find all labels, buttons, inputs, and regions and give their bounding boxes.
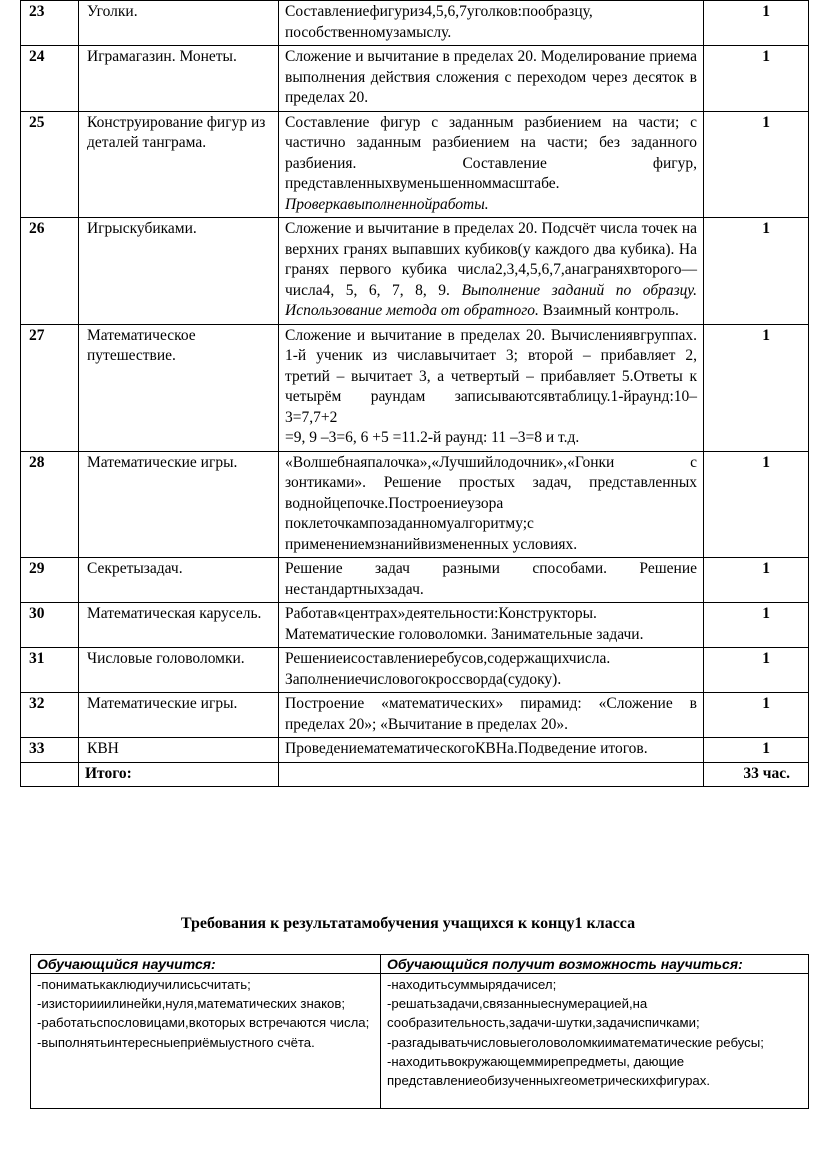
lesson-content-text: Составлениефигуриз4,5,6,7уголков:пообразцу, пособственномузамыслу. — [285, 3, 593, 41]
lesson-hours: 1 — [704, 603, 809, 648]
lesson-content — [279, 218, 704, 325]
lesson-hours: 1 — [704, 693, 809, 738]
lesson-topic: Секретызадач. — [79, 558, 279, 603]
lesson-content-text: Работав«центрах»деятельности:Конструкторы. Математические головоломки. Занимательные задачи. — [285, 605, 644, 643]
opportunity-item: -находитьвокружающеммирепредметы, дающие представлениеобизученныхгеометрическихфигурах. — [387, 1053, 711, 1089]
lesson-content — [279, 648, 704, 693]
lesson-topic: Математическое путешествие. — [79, 324, 279, 451]
lesson-topic: Игрыскубиками. — [79, 218, 279, 325]
lesson-hours: 1 — [704, 324, 809, 451]
lesson-number: 32 — [21, 693, 79, 738]
lesson-number: 30 — [21, 603, 79, 648]
learn-header: Обучающийся научится: — [31, 955, 381, 974]
learn-item: -выполнятьинтересныеприёмыустного счёта. — [37, 1034, 315, 1050]
lesson-topic: Конструирование фигур из деталей танграма. — [79, 111, 279, 218]
lesson-content-text: Решение задач разными способами. Решение нестандартныхзадач. — [285, 560, 697, 598]
total-label: Итого: — [79, 762, 279, 787]
lesson-topic: КВН — [79, 738, 279, 763]
lesson-content-text: Сложение и вычитание в пределах 20. Моделирование приема выполнения действия сложения с переходом через десяток в пределах 20. — [285, 48, 697, 106]
lesson-hours: 1 — [704, 218, 809, 325]
lesson-content-text: Сложение и вычитание в пределах 20. Подсчёт числа точек на верхних гранях выпавших кубиков(у каждого два кубика). На гранях первого кубика числа2,3,4,5,6,7,анаграняхвторого—числа4, 5, 6, 7, 8, 9. — [285, 220, 697, 299]
lesson-row — [21, 558, 809, 603]
lesson-row — [21, 603, 809, 648]
lesson-content — [279, 603, 704, 648]
lesson-content — [279, 111, 704, 218]
lesson-content-tail: Взаимный контроль. — [542, 302, 679, 319]
lesson-number: 29 — [21, 558, 79, 603]
lesson-row — [21, 1, 809, 46]
lesson-content-text: Сложение и вычитание в пределах 20. Вычислениявгруппах. 1-й ученик из числавычитает 3; второй – прибавляет 2, третий – вычитает 3, а четвертый – прибавляет 5.Ответы к четырём раундам записываютсявтаблицу.1-йраунд:10–3=7,7+2 — [285, 326, 697, 426]
lesson-content-text: Составление фигур с заданным разбиением на части; с частично заданным разбиением на части; без заданного разбиения. Составление фигур, представленныхвуменьшенноммасштабе. — [285, 113, 697, 192]
learn-list — [31, 974, 381, 1109]
lesson-content — [279, 558, 704, 603]
lesson-number: 31 — [21, 648, 79, 693]
lesson-plan-table — [20, 0, 809, 787]
lesson-row — [21, 648, 809, 693]
lesson-hours: 1 — [704, 451, 809, 558]
opportunity-header: Обучающийся получит возможность научиться: — [381, 955, 809, 974]
learn-item: -изисторииилинейки,нуля,математических знаков; — [37, 996, 345, 1012]
lesson-content — [279, 46, 704, 112]
lesson-content-italic: Проверкавыполненнойработы. — [285, 195, 489, 213]
requirements-title: Требования к результатамобучения учащихся к концу1 класса — [180, 915, 636, 932]
lesson-hours: 1 — [704, 738, 809, 763]
lesson-plan-body — [21, 1, 809, 763]
lesson-hours: 1 — [704, 111, 809, 218]
lesson-row — [21, 46, 809, 112]
lesson-content-text: ПроведениематематическогоКВНа.Подведение итогов. — [285, 740, 648, 757]
lesson-number: 26 — [21, 218, 79, 325]
lesson-number: 24 — [21, 46, 79, 112]
requirements-header-row — [31, 955, 809, 974]
lesson-number: 33 — [21, 738, 79, 763]
lesson-row — [21, 111, 809, 218]
lesson-topic: Уголки. — [79, 1, 279, 46]
total-content-cell — [279, 762, 704, 787]
lesson-topic: Играмагазин. Монеты. — [79, 46, 279, 112]
lesson-hours: 1 — [704, 1, 809, 46]
learn-item: -пониматькаклюдиучилисьсчитать; — [37, 977, 251, 992]
lesson-content — [279, 738, 704, 763]
lesson-topic: Математические игры. — [79, 693, 279, 738]
total-row — [21, 762, 809, 787]
lesson-hours: 1 — [704, 648, 809, 693]
lesson-topic: Числовые головоломки. — [79, 648, 279, 693]
lesson-number: 27 — [21, 324, 79, 451]
opportunity-list — [381, 974, 809, 1109]
lesson-content — [279, 1, 704, 46]
lesson-content-text: Решениеисоставлениеребусов,содержащихчисла. Заполнениечисловогокроссворда(судоку). — [285, 650, 611, 688]
lesson-row — [21, 218, 809, 325]
total-num-cell — [21, 762, 79, 787]
opportunity-item: -решатьзадачи,связанныеснумерацией,на сообразительность,задачи-шутки,задачиспичками; — [387, 996, 700, 1031]
lesson-row — [21, 738, 809, 763]
lesson-number: 23 — [21, 1, 79, 46]
lesson-content-italic: Выполнение заданий по образцу. Использование метода от обратного. — [285, 281, 697, 319]
lesson-hours: 1 — [704, 558, 809, 603]
lesson-content — [279, 451, 704, 558]
total-hours: 33 час. — [704, 762, 809, 787]
lesson-content-text: Построение «математических» пирамид: «Сложение в пределах 20»; «Вычитание в пределах 20». — [285, 695, 697, 733]
learn-item: -работатьспословицами,вкоторых встречаются числа; — [37, 1015, 370, 1031]
lesson-topic: Математическая карусель. — [79, 603, 279, 648]
lesson-topic: Математические игры. — [79, 451, 279, 558]
lesson-content — [279, 324, 704, 451]
lesson-content-text: =9, 9 –3=6, 6 +5 =11.2-й раунд: 11 –3=8 и т.д. — [285, 429, 580, 446]
lesson-number: 25 — [21, 111, 79, 218]
opportunity-item: -находитьсуммырядачисел; — [387, 977, 557, 992]
lesson-hours: 1 — [704, 46, 809, 112]
opportunity-item: -разгадыватьчисловыеголоволомкииматематические ребусы; — [387, 1034, 764, 1050]
lesson-content-text: «Волшебнаяпалочка»,«Лучшийлодочник»,«Гонки с зонтиками». Решение простых задач, представленных воднойцепочке.Построениеузора поклеточкампозаданномуалгоритму;с применениемзнанийвизмененных условиях. — [285, 453, 697, 553]
lesson-number: 28 — [21, 451, 79, 558]
lesson-content — [279, 693, 704, 738]
requirements-table — [30, 954, 809, 1109]
lesson-row — [21, 324, 809, 451]
lesson-row — [21, 693, 809, 738]
lesson-row — [21, 451, 809, 558]
requirements-body-row — [31, 974, 809, 1109]
